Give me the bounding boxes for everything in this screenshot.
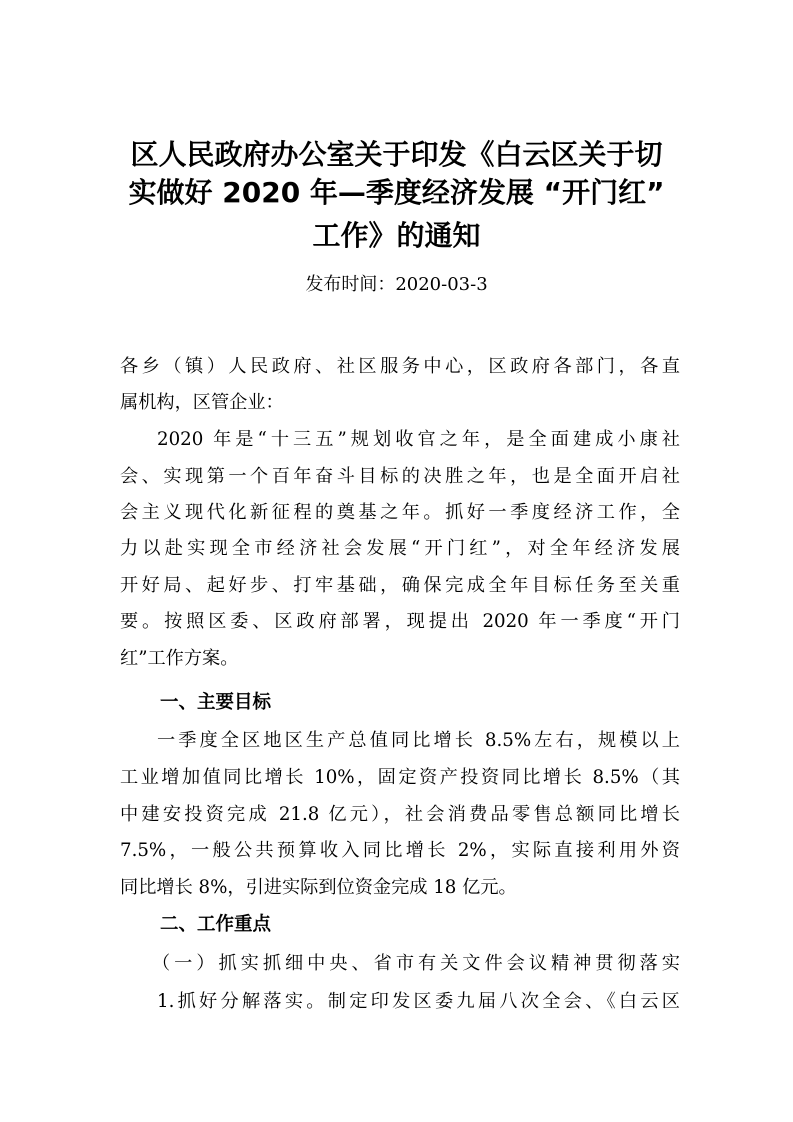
document-title-line-1: 区人民政府办公室关于印发《白云区关于切 (130, 138, 663, 171)
document-title-line-3: 工作》的通知 (312, 219, 481, 252)
body-line: 7.5%，一般公共预算收入同比增长 2%，实际直接利用外资 (120, 840, 680, 861)
body-line: 同比增长 8%，引进实际到位资金完成 18 亿元。 (120, 877, 517, 898)
body-line: 红”工作方案。 (120, 648, 239, 669)
body-line: 1.抓好分解落实。制定印发区委九届八次全会、《白云区 (157, 991, 680, 1012)
body-line: 会、实现第一个百年奋斗目标的决胜之年，也是全面开启社 (120, 466, 680, 487)
body-line: 力以赴实现全市经济社会发展“开门红”，对全年经济发展 (120, 538, 680, 559)
body-line: 2020 年是“十三五”规划收官之年，是全面建成小康社 (157, 429, 680, 450)
body-line: 属机构，区管企业： (120, 392, 284, 413)
body-line: 中建安投资完成 21.8 亿元），社会消费品零售总额同比增长 (120, 804, 680, 825)
section-heading-main-goals: 一、主要目标 (160, 692, 272, 713)
body-line: 会主义现代化新征程的奠基之年。抓好一季度经济工作，全 (120, 502, 680, 523)
subsection-heading: （一）抓实抓细中央、省市有关文件会议精神贯彻落实 (152, 953, 680, 974)
body-line: 工业增加值同比增长 10%，固定资产投资同比增长 8.5%（其 (120, 767, 680, 788)
publish-date: 发布时间：2020-03-3 (305, 274, 488, 295)
body-line: 各乡（镇）人民政府、社区服务中心，区政府各部门，各直 (120, 356, 680, 377)
section-heading-work-focus: 二、工作重点 (160, 914, 272, 935)
document-title-line-2: 实做好 2020 年—季度经济发展 “开门红” (128, 176, 665, 209)
body-line: 要。按照区委、区政府部署，现提出 2020 年一季度“开门 (120, 611, 680, 632)
body-line: 开好局、起好步、打牢基础，确保完成全年目标任务至关重 (120, 575, 680, 596)
body-line: 一季度全区地区生产总值同比增长 8.5%左右，规模以上 (157, 730, 680, 751)
